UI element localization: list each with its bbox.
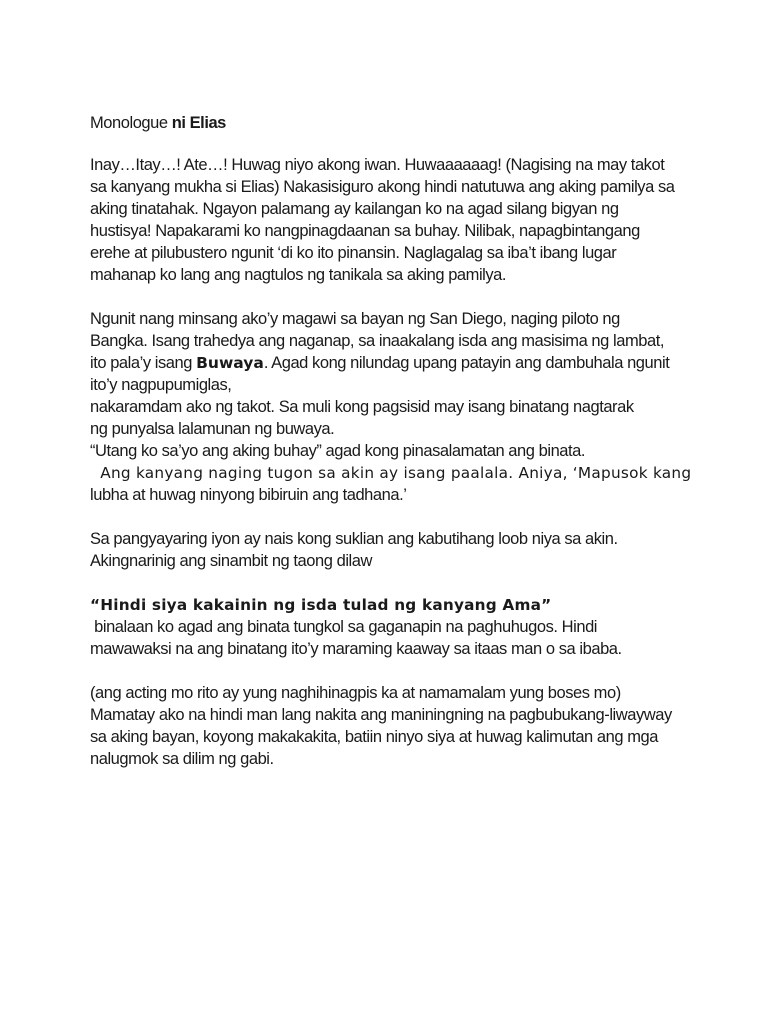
paragraph-3 xyxy=(90,528,710,572)
text-line: nakaramdam ako ng takot. Sa muli kong pagsisid may isang binatang nagtarak xyxy=(90,398,634,416)
document-title xyxy=(90,112,710,134)
text-line-with-emphasis xyxy=(90,352,710,374)
emphasis-buwaya: Buwaya xyxy=(196,354,264,372)
text-line: ito’y nagpupumiglas, xyxy=(90,376,232,394)
text-segment: . Agad kong nilundag upang patayin ang dambuhala ngunit xyxy=(263,354,670,372)
text-line: Akingnarinig ang sinambit ng taong dilaw xyxy=(90,552,372,570)
text-line: nalugmok sa dilim ng gabi. xyxy=(90,750,274,768)
text-line: lubha at huwag ninyong bibiruin ang tadhana.’ xyxy=(90,486,407,504)
text-line: Bangka. Isang trahedya ang naganap, sa inaakalang isda ang masisima ng lambat, xyxy=(90,332,664,350)
text-line: Mamatay ako na hindi man lang nakita ang maniningning na pagbubukang-liwayway xyxy=(90,706,672,724)
bold-quote: “Hindi siya kakainin ng isda tulad ng kanyang Ama” xyxy=(90,596,552,614)
text-line: erehe at pilubustero ngunit ‘di ko ito pinansin. Naglagalag sa iba’t ibang lugar xyxy=(90,244,617,262)
text-line: sa kanyang mukha si Elias) Nakasisiguro akong hindi natutuwa ang aking pamilya sa xyxy=(90,178,675,196)
text-line: Ngunit nang minsang ako’y magawi sa bayan ng San Diego, naging piloto ng xyxy=(90,310,620,328)
text-segment: ito pala’y isang xyxy=(90,354,197,372)
paragraph-4 xyxy=(90,594,710,660)
title-ni-elias: ni Elias xyxy=(171,114,226,132)
document-page xyxy=(90,112,710,792)
text-line: sa aking bayan, koyong makakakita, batiin ninyo siya at huwag kalimutan ang mga xyxy=(90,728,658,746)
text-line: mahanap ko lang ang nagtulos ng tanikala sa aking pamilya. xyxy=(90,266,507,284)
text-line: Sa pangyayaring iyon ay nais kong suklian ang kabutihang loob niya sa akin. xyxy=(90,530,618,548)
text-line: Ang kanyang naging tugon sa akin ay isang paalala. Aniya, ‘Mapusok kang xyxy=(90,464,692,482)
title-monologue: Monologue xyxy=(90,114,172,132)
text-line: mawawaksi na ang binatang ito’y maraming kaaway sa itaas man o sa ibaba. xyxy=(90,640,622,658)
text-line: (ang acting mo rito ay yung naghihinagpis ka at namamalam yung boses mo) xyxy=(90,684,621,702)
text-line: binalaan ko agad ang binata tungkol sa gaganapin na paghuhugos. Hindi xyxy=(90,618,598,636)
text-line: aking tinatahak. Ngayon palamang ay kailangan ko na agad silang bigyan ng xyxy=(90,200,619,218)
text-line: hustisya! Napakarami ko nangpinagdaanan sa buhay. Nilibak, napagbintangang xyxy=(90,222,640,240)
paragraph-2 xyxy=(90,308,710,506)
paragraph-5 xyxy=(90,682,710,770)
paragraph-1 xyxy=(90,154,710,286)
text-line: Inay…Itay…! Ate…! Huwag niyo akong iwan. Huwaaaaaag! (Nagising na may takot xyxy=(90,156,665,174)
text-line: “Utang ko sa’yo ang aking buhay” agad kong pinasalamatan ang binata. xyxy=(90,442,586,460)
text-line: ng punyalsa lalamunan ng buwaya. xyxy=(90,420,335,438)
